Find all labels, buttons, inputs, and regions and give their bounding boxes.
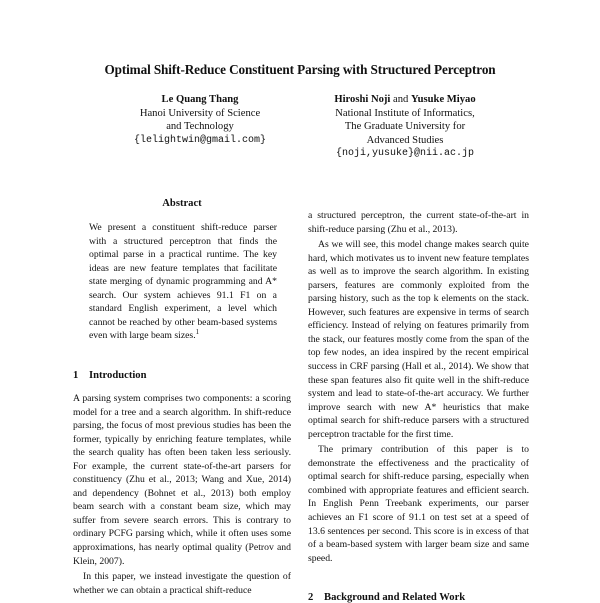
section-heading-background xyxy=(308,592,465,603)
author-block-2 xyxy=(300,93,510,161)
author-email: {noji,yusuke}@nii.ac.jp xyxy=(335,148,475,160)
paragraph: In this paper, we instead investigate the question of whether we can obtain a practical shift-reduce xyxy=(73,571,291,596)
right-column-body xyxy=(308,209,529,565)
author-affiliation-line: and Technology xyxy=(166,121,234,133)
author-block-1 xyxy=(105,93,295,147)
author-and: and xyxy=(393,94,409,105)
author-name: Le Quang Thang xyxy=(161,94,239,105)
section-title: Background and Related Work xyxy=(324,592,466,603)
abstract-text: We present a constituent shift-reduce parser with a structured perceptron that finds the optimal parse in a practical runtime. The key ideas are new feature templates that facilitate state merging of dynamic programming and A* search. Our system achieves 91.1 F1 on a standard English experiment, a level which cannot be reached by other beam-based systems even with large beam sizes. xyxy=(89,222,277,342)
author-affiliation-line: The Graduate University for xyxy=(344,121,466,133)
author-affiliation-line: Hanoi University of Science xyxy=(139,107,261,119)
paragraph: As we will see, this model change makes search quite hard, which motivates us to invent new feature templates as well as to improve the search algorithm. In existing parsers, features are commonly exploited from the parsing history, such as the top k elements on the stack. However, such features are expensive in terms of search efficiency. Instead of relying on features primarily from the stack, our features mostly come from the span of the top few nodes, an idea inspired by the recent empirical success in CRF parsing (Hall et al., 2014). We show that these span features also fit quite well in the shift-reduce system and lead to state-of-the-art accuracy. We further improve search with new A* heuristics that make optimal search for shift-reduce parsers with a structured perceptron tractable for the first time. xyxy=(308,239,529,440)
footnote-marker: 1 xyxy=(195,328,200,337)
paragraph: A parsing system comprises two components: a scoring model for a tree and a search algorithm. In shift-reduce parsing, the focus of most previous studies has been the former, typically by enriching feature templates, while the search quality has often been taken less seriously. For example, the current state-of-the-art parsers for constituency (Zhu et al., 2013; Wang and Xue, 2014) and dependency (Bohnet et al., 2013) both employ beam search with a constant beam size, which may suffer from severe search errors. This is contrary to ordinary PCFG parsing which, while it often uses some approximations, has nearly optimal quality (Petrov and Klein, 2007). xyxy=(73,393,291,567)
author-affiliation-line: Advanced Studies xyxy=(366,134,444,146)
paragraph: a structured perceptron, the current state-of-the-art in shift-reduce parsing (Zhu et al., 2013). xyxy=(308,210,529,235)
author-name: Yusuke Miyao xyxy=(410,94,476,105)
abstract-body xyxy=(89,221,277,343)
section-number: 1 xyxy=(73,370,79,381)
author-email: {lelightwin@gmail.com} xyxy=(133,134,267,146)
author-affiliation-line: National Institute of Informatics, xyxy=(335,107,475,119)
abstract-heading: Abstract xyxy=(162,198,202,209)
paragraph: The primary contribution of this paper is to demonstrate the effectiveness and the practicality of optimal search for shift-reduce parsing, especially when combined with appropriate features and efficient search. In English Penn Treebank experiments, our parser achieves an F1 score of 91.1 on test set at a speed of 13.6 sentences per second. This score is in excess of that of a beam-based system with larger beam size and same speed. xyxy=(308,444,529,564)
section-number: 2 xyxy=(308,592,314,603)
author-name: Hiroshi Noji xyxy=(334,94,391,105)
section-title: Introduction xyxy=(89,370,147,381)
introduction-body xyxy=(73,392,291,597)
paper-title: Optimal Shift-Reduce Constituent Parsing with Structured Perceptron xyxy=(104,62,496,77)
section-heading-introduction xyxy=(73,370,147,381)
